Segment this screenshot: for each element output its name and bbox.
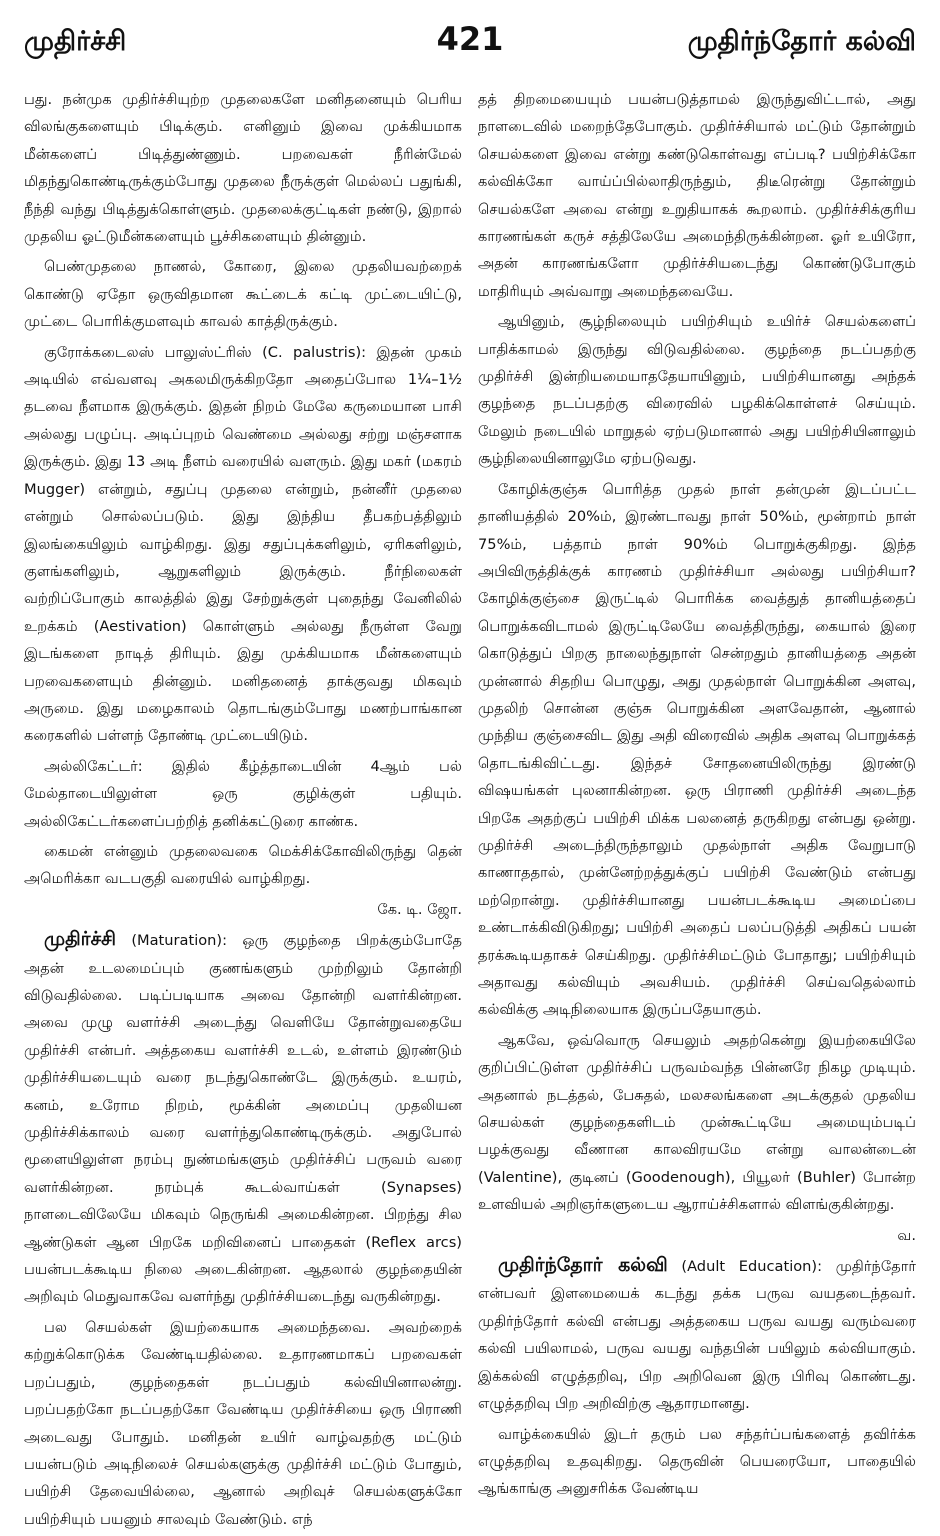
- text-columns: [24, 86, 916, 1536]
- paragraph: அல்லிகேட்டர்: இதில் கீழ்த்தாடையின் 4ஆம் பல் மேல்தாடையிலுள்ள ஒரு குழிக்குள் பதியும். அல்லிகேட்டர்களைப்பற்றித் தனிக்கட்டுரை காண்க.: [24, 757, 462, 830]
- encyclopedia-entry: [24, 926, 462, 1311]
- paragraph: கைமன் என்னும் முதலைவகை மெக்சிக்கோவிலிருந்து தென் அமெரிக்கா வடபகுதி வரையில் வாழ்கிறது.: [24, 842, 462, 888]
- entry-title: முதிர்ந்தோர் கல்வி: [498, 1254, 668, 1277]
- paragraph: ஆகவே, ஒவ்வொரு செயலும் அதற்கென்று இயற்கையிலே குறிப்பிட்டுள்ள முதிர்ச்சிப் பருவம்வந்த பின்னரே நிகழ முடியும். அதனால் நடத்தல், பேசுதல், மலசலங்களை அடக்குதல் முதலிய செயல்கள் குழந்தைகளிடம் முன்கூட்டியே அமையும்படிப் பழக்குவது வீணான காலவிரயமே என்று வாலன்டைன் (Valentine), குடினப் (Goodenough), பியூலர் (Buhler) போன்ற உளவியல் அறிஞர்களுடைய ஆராய்ச்சிகளால் விளங்குகின்றது.: [478, 1031, 916, 1214]
- paragraph: குரோக்கடைலஸ் பாலுஸ்ட்ரிஸ் (C. palustris): இதன் முகம் அடியில் எவ்வளவு அகலமிருக்கிறதோ அதைப்போல 1¼–1½ தடவை நீளமாக இருக்கும். இதன் நிறம் மேலே கருமையான பாசி அல்லது பழுப்பு. அடிப்புறம் வெண்மை அல்லது சற்று மஞ்சளாக இருக்கும். இது 13 அடி நீளம் வரையில் வளரும். இது மகர் (மகரம் Mugger) என்றும், சதுப்பு முதலை என்றும், நன்னீர் முதலை என்றும் சொல்லப்படும். இது இந்திய தீபகற்பத்திலும் இலங்கையிலும் வாழ்கிறது. இது சதுப்புக்களிலும், ஏரிகளிலும், குளங்களிலும், ஆறுகளிலும் இருக்கும். நீர்நிலைகள் வற்றிப்போகும் காலத்தில் இது சேற்றுக்குள் புதைந்து வேனிலில் உறக்கம் (Aestivation) கொள்ளும் அல்லது நீருள்ள வேறு இடங்களை நாடித் திரியும். இது முக்கியமாக மீன்களையும் பறவைகளையும் தின்னும். மனிதனைத் தாக்குவது மிகவும் அருமை. இது மழைகாலம் தொடங்கும்போது மணற்பாங்கான கரைகளில் பள்ளந் தோண்டி முட்டையிடும்.: [24, 343, 462, 745]
- entry-body: (Maturation): ஒரு குழந்தை பிறக்கும்போதே அதன் உடலமைப்பும் குணங்களும் முற்றிலும் தோன்றி விடுவதில்லை. படிப்படியாக அவை தோன்றி வளர்கின்றன. அவை முழு வளர்ச்சி அடைந்து வெளியே தோன்றுவதையே முதிர்ச்சி என்பர். அத்தகைய வளர்ச்சி உடல், உள்ளம் இரண்டும் முதிர்ச்சியடையும் வரை நடந்துகொண்டே இருக்கும். உயரம், கனம், உரோம நிறம், மூக்கின் அமைப்பு முதலியன முதிர்ச்சிக்காலம் வரை வளர்ந்துகொண்டிருக்கும். அதுபோல் மூளையிலுள்ள நரம்பு நுண்மங்களும் முதிர்ச்சிப் பருவம் வரை வளர்கின்றன. நரம்புக் கூடல்வாய்கள் (Synapses) நாளடைவிலேயே மிகவும் நெருங்கி அமைகின்றன. பிறந்து சில ஆண்டுகள் ஆன பிறகே மறிவினைப் பாதைகள் (Reflex arcs) பயன்படக்கூடிய நிலை அடைகின்றன. ஆதலால் குழந்தையின் அறிவும் மெதுவாகவே வளர்ந்து முதிர்ச்சியடைந்து வருகின்றது.: [24, 932, 462, 1306]
- left-column: [24, 86, 462, 1536]
- header-left-title: முதிர்ச்சி: [24, 26, 127, 57]
- header-right-title: முதிர்ந்தோர் கல்வி: [687, 26, 916, 57]
- paragraph: பெண்முதலை நாணல், கோரை, இலை முதலியவற்றைக் கொண்டு ஏதோ ஒருவிதமான கூட்டைக் கட்டி முட்டையிட்டு, முட்டை பொரிக்குமளவும் காவல் காத்திருக்கும்.: [24, 258, 462, 331]
- paragraph: தத் திறமையையும் பயன்படுத்தாமல் இருந்துவிட்டால், அது நாளடைவில் மறைந்தேபோகும். முதிர்ச்சியால் மட்டும் தோன்றும் செயல்களை இவை என்று கண்டுகொள்வது எப்படி? பயிற்சிக்கோ கல்விக்கோ வாய்ப்பில்லாதிருந்தும், திடீரென்று தோன்றும் செயல்களே அவை என்று உறுதியாகக் கூறலாம். முதிர்ச்சிக்குரிய காரணங்கள் கருச் சத்திலேயே அமைந்திருக்கின்றன. ஓர் உயிரோ, அதன் காரணங்களோ முதிர்ச்சியடைந்து கொண்டுபோகும் மாதிரியும் அவ்வாறு அமைந்தவையே.: [478, 91, 916, 300]
- author-signature: கே. டி. ஜோ.: [377, 900, 462, 918]
- entry-body: (Adult Education): முதிர்ந்தோர் என்பவர் இளமையைக் கடந்து தக்க பருவ வயதடைந்தவர். முதிர்ந்தோர் கல்வி என்பது அத்தகைய பருவ வயது வரும்வரை கல்வி பயிலாமல், பருவ வயது வந்தபின் பயிலும் கல்வியாகும். இக்கல்வி எழுத்தறிவு, பிற அறிவென இரு பிரிவு கொண்டது. எழுத்தறிவு பிற அறிவிற்கு ஆதாரமானது.: [478, 1258, 916, 1413]
- author-signature: வ.: [897, 1226, 916, 1244]
- running-header: [24, 20, 916, 76]
- entry-title: முதிர்ச்சி: [44, 928, 116, 951]
- paragraph: கோழிக்குஞ்சு பொரித்த முதல் நாள் தன்முன் இடப்பட்ட தானியத்தில் 20%ம், இரண்டாவது நாள் 50%ம், மூன்றாம் நாள் 75%ம், பத்தாம் நாள் 90%ம் பொறுக்குகிறது. இந்த அபிவிருத்திக்குக் காரணம் முதிர்ச்சியா அல்லது பயிற்சியா? கோழிக்குஞ்சை இருட்டில் பொரிக்க வைத்துத் தானியத்தைப் பொறுக்கவிடாமல் இருட்டிலேயே வைத்திருந்து, கையால் இரை கொடுத்துப் பிறகு நாலைந்துநாள் சென்றதும் தானியத்தை அதன் முன்னால் சிதறிய பொழுது, அது முதல்நாள் பொறுக்கின அளவு, முதலிற் சொன்ன குஞ்சு பொறுக்கின அளவேதான், ஆனால் முந்திய குஞ்சைவிட இது அதி விரைவில் அதிக அளவு பொறுக்கத் தொடங்கிவிட்டது. இந்தச் சோதனையிலிருந்து இரண்டு விஷயங்கள் புலனாகின்றன. ஒரு பிராணி முதிர்ச்சி அடைந்த பிறகே அதற்குப் பயிற்சி மிக்க பலனைத் தருகிறது என்பது ஒன்று. முதிர்ச்சி அடைந்திருந்தாலும் முதல்நாள் அதிக வேறுபாடு காணாததால், முன்னேற்றத்துக்குப் பயிற்சி வேண்டும் என்பது மற்றொன்று. முதிர்ச்சியானது பயன்படக்கூடிய அமைப்பை உண்டாக்கிவிடுகிறது; பயிற்சி அதைப் பலப்படுத்தி அதிகப் பயன் தரக்கூடியதாகச் செய்கிறது. முதிர்ச்சிமட்டும் போதாது; பயிற்சியும் அதாவது கல்வியும் அவசியம். முதிர்ச்சி செய்வதெல்லாம் கல்விக்கு அடிநிலையாக இருப்பதேயாகும்.: [478, 480, 916, 1019]
- paragraph: பது. நன்முக முதிர்ச்சியுற்ற முதலைகளே மனிதனையும் பெரிய விலங்குகளையும் பிடிக்கும். எனினும் இவை முக்கியமாக மீன்களைப் பிடித்துண்ணும். பறவைகள் நீரின்மேல் மிதந்துகொண்டிருக்கும்போது முதலை நீருக்குள் மெல்லப் பதுங்கி, நீந்தி வந்து பிடித்துக்கொள்ளும். முதலைக்குட்டிகள் நண்டு, இறால் முதலிய ஓட்டுமீன்களையும் பூச்சிகளையும் தின்னும்.: [24, 91, 462, 246]
- paragraph: பல செயல்கள் இயற்கையாக அமைந்தவை. அவற்றைக் கற்றுக்கொடுக்க வேண்டியதில்லை. உதாரணமாகப் பறவைகள் பறப்பதும், குழந்தைகள் நடப்பதும் கல்வியினாலன்று. பறப்பதற்கோ நடப்பதற்கோ வேண்டிய முதிர்ச்சியை ஒரு பிராணி அடைவது போதும். மனிதன் உயிர் வாழ்வதற்கு மட்டும் பயன்படும் அடிநிலைச் செயல்களுக்கு முதிர்ச்சி மட்டும் போதும், பயிற்சி தேவையில்லை, ஆனால் அறிவுச் செயல்களுக்கோ பயிற்சியும் பயனும் சாலவும் வேண்டும். எந்: [24, 1318, 462, 1528]
- right-column: [478, 86, 916, 1536]
- encyclopedia-entry: [478, 1252, 916, 1417]
- paragraph: வாழ்க்கையில் இடர் தரும் பல சந்தர்ப்பங்களைத் தவிர்க்க எழுத்தறிவு உதவுகிறது. தெருவின் பெயரையோ, பாதையில் ஆங்காங்கு அனுசரிக்க வேண்டிய: [478, 1425, 916, 1498]
- paragraph: ஆயினும், சூழ்நிலையும் பயிற்சியும் உயிர்ச் செயல்களைப் பாதிக்காமல் இருந்து விடுவதில்லை. குழந்தை நடப்பதற்கு முதிர்ச்சி இன்றியமையாததேயாயினும், பயிற்சியானது அந்தக் குழந்தை நடப்பதற்கு விரைவில் பழகிக்கொள்ளச் செய்யும். மேலும் நடையில் மாறுதல் ஏற்படுமானால் அது பயிற்சியினாலும் சூழ்நிலையினாலுமே ஏற்படுவது.: [478, 313, 916, 468]
- page-number: 421: [436, 20, 504, 58]
